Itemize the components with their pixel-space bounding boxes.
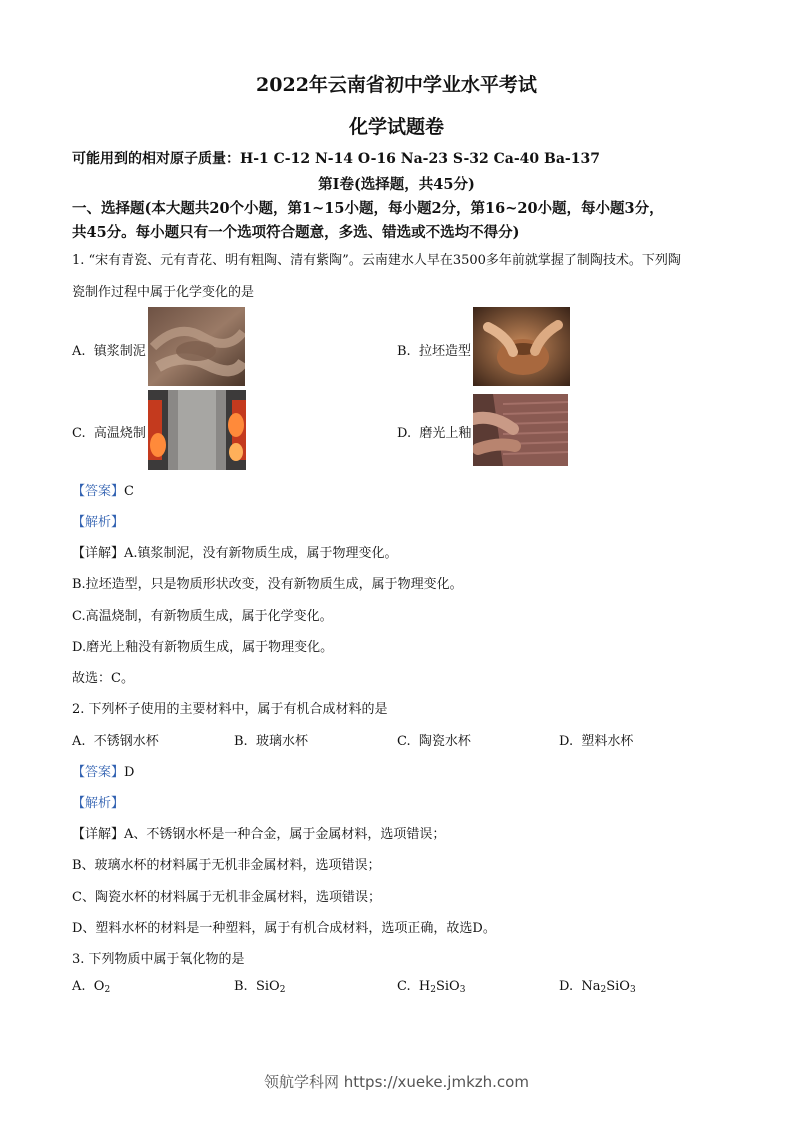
option-letter: C. [397,734,411,749]
option-letter: D. [559,734,574,749]
answer-value: D [124,765,135,780]
option-text: 磨光上釉 [419,426,472,441]
option-text: 玻璃水杯 [255,734,308,749]
page-subtitle: 化学试题卷 [348,116,444,138]
atomic-masses: 可能用到的相对原子质量：H-1 C-12 N-14 O-16 Na-23 S-32 Ca-40 Ba-137 [72,151,600,167]
q1-detail-line2: B.拉坯造型，只是物质形状改变，没有新物质生成，属于物理变化。 [72,577,463,592]
formula: $O_2$ [93,979,111,995]
q2-option-c [397,730,471,749]
q2-answer [72,761,134,780]
option-letter: A. [72,979,86,994]
option-letter: C. [72,426,86,441]
detail-tag: 【详解】 [72,827,125,842]
detail-text: A.镇浆制泥，没有新物质生成，属于物理变化。 [124,546,398,561]
page-title: 2022年云南省初中学业水平考试 [256,74,537,96]
option-text: 不锈钢水杯 [93,734,159,749]
polishing-glazing-photo [473,394,568,466]
q1-option-c [72,422,146,441]
clay-kneading-photo [148,307,245,386]
q1-analysis-tag: 【解析】 [72,515,125,530]
q1-answer [72,480,134,499]
q3-option-c [397,979,465,995]
q3-option-a [72,979,110,995]
q2-stem: 2. 下列杯子使用的主要材料中，属于有机合成材料的是 [72,702,388,717]
q1-option-a [72,340,146,359]
q1-stem-line2: 瓷制作过程中属于化学变化的是 [72,285,255,300]
option-text: 拉坯造型 [418,344,471,359]
pottery-wheel-photo [473,307,570,386]
option-text: 塑料水杯 [581,734,634,749]
q2-detail-line3: C、陶瓷水杯的材料属于无机非金属材料，选项错误； [72,890,381,905]
option-letter: D. [559,979,574,994]
q1-detail-line1 [72,542,398,561]
q1-detail-line4: D.磨光上釉没有新物质生成，属于物理变化。 [72,640,334,655]
q2-analysis-tag: 【解析】 [72,796,125,811]
answer-tag: 【答案】 [72,484,125,499]
footer-watermark: 领航学科网 https://xueke.jmkzh.com [264,1073,529,1091]
q2-option-a [72,730,159,749]
option-letter: B. [234,979,248,994]
option-letter: A. [72,734,86,749]
option-letter: D. [397,426,412,441]
option-letter: A. [72,344,86,359]
q2-detail-line1 [72,823,445,842]
formula: $H_2SiO_3$ [418,979,466,995]
formula: SiO$_2$ [255,979,286,995]
formula: $Na_2SiO_3$ [581,979,636,995]
section1-line2: 共45分。每小题只有一个选项符合题意，多选、错选或不选均不得分) [72,224,520,241]
option-text: 陶瓷水杯 [418,734,471,749]
q1-detail-line5: 故选：C。 [72,671,134,686]
q2-option-d [559,730,633,749]
q3-option-b [234,979,285,995]
answer-tag: 【答案】 [72,765,125,780]
q2-option-b [234,730,308,749]
answer-value: C [124,484,134,499]
q3-stem: 3. 下列物质中属于氧化物的是 [72,952,245,967]
detail-text: A、不锈钢水杯是一种合金，属于金属材料，选项错误； [124,827,446,842]
q1-detail-line3: C.高温烧制，有新物质生成，属于化学变化。 [72,609,333,624]
option-text: 镇浆制泥 [93,344,146,359]
q1-option-b [397,340,471,359]
q2-detail-line4: D、塑料水杯的材料是一种塑料，属于有机合成材料，选项正确，故选D。 [72,921,496,936]
option-letter: B. [234,734,248,749]
q1-option-d [397,422,471,441]
option-letter: C. [397,979,411,994]
detail-tag: 【详解】 [72,546,125,561]
part1-heading: 第Ⅰ卷(选择题，共45分) [318,176,475,193]
q2-detail-line2: B、玻璃水杯的材料属于无机非金属材料，选项错误； [72,858,381,873]
kiln-firing-photo [148,390,246,470]
option-letter: B. [397,344,411,359]
section1-line1: 一、选择题(本大题共20个小题，第1~15小题，每小题2分，第16~20小题，每小题3分， [72,200,664,217]
q1-stem-line1: 1. “宋有青瓷、元有青花、明有粗陶、清有紫陶”。云南建水人早在3500多年前就掌握了制陶技术。下列陶 [72,253,681,268]
q3-option-d [559,979,636,995]
option-text: 高温烧制 [93,426,146,441]
